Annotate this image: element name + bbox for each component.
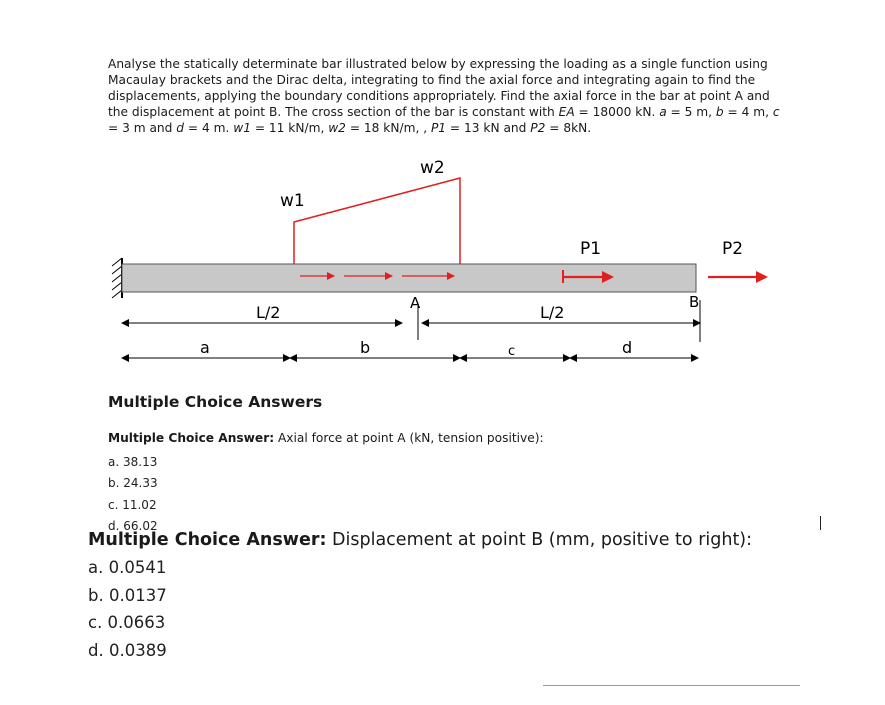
var-P2: P2 bbox=[530, 121, 546, 135]
problem-text: = 5 m, bbox=[666, 105, 716, 119]
q2-option-a[interactable]: a. 0.0541 bbox=[88, 558, 167, 577]
var-b: b bbox=[715, 105, 724, 119]
question-2-label: Multiple Choice Answer: bbox=[88, 530, 327, 550]
problem-statement bbox=[108, 56, 788, 136]
label-B: B bbox=[689, 293, 700, 311]
problem-text: = 18 kN/m, , bbox=[345, 121, 431, 135]
text-cursor bbox=[820, 516, 821, 530]
problem-text: = 18000 kN. bbox=[574, 105, 660, 119]
question-1-label: Multiple Choice Answer: bbox=[108, 431, 275, 445]
var-a: a bbox=[659, 105, 667, 119]
q1-option-a[interactable]: a. 38.13 bbox=[108, 455, 158, 469]
problem-text: = 4 m, bbox=[723, 105, 773, 119]
label-b: b bbox=[360, 338, 371, 357]
q2-option-c[interactable]: c. 0.0663 bbox=[88, 613, 166, 632]
var-w1: w1 bbox=[233, 121, 251, 135]
label-A: A bbox=[410, 294, 421, 312]
q1-option-b[interactable]: b. 24.33 bbox=[108, 476, 158, 490]
label-P2: P2 bbox=[722, 239, 744, 259]
distributed-load bbox=[294, 178, 460, 264]
question-1 bbox=[108, 431, 544, 445]
problem-text: = 4 m. bbox=[184, 121, 234, 135]
label-c: c bbox=[508, 344, 516, 359]
label-w1: w1 bbox=[280, 191, 305, 211]
label-d: d bbox=[622, 338, 633, 357]
q2-option-d[interactable]: d. 0.0389 bbox=[88, 641, 167, 660]
bar-diagram bbox=[100, 150, 780, 380]
section-title: Multiple Choice Answers bbox=[108, 393, 323, 411]
question-2 bbox=[88, 530, 752, 550]
label-w2: w2 bbox=[420, 158, 445, 178]
problem-text: = 13 kN and bbox=[446, 121, 531, 135]
q1-option-d[interactable]: d. 66.02 bbox=[108, 519, 158, 533]
question-1-text: Axial force at point A (kN, tension positive): bbox=[274, 431, 544, 445]
q2-option-b[interactable]: b. 0.0137 bbox=[88, 586, 167, 605]
problem-text: Analyse the statically determinate bar illustrated below by expressing the loading as a single function using Macaulay brackets and the Dirac delta, integrating to find the axial force and integrating again to find the displacements, applying the boundary conditions appropriately. Find the axial force in the bar at point A and the displacement at point B. The cross section of the bar is constant with bbox=[108, 57, 770, 119]
label-a: a bbox=[200, 338, 210, 357]
label-L2-right: L/2 bbox=[540, 303, 565, 322]
q1-option-c[interactable]: c. 11.02 bbox=[108, 498, 157, 512]
var-EA: EA bbox=[558, 105, 575, 119]
var-d: d bbox=[176, 121, 185, 135]
divider bbox=[543, 685, 800, 686]
problem-text: = 11 kN/m, bbox=[250, 121, 329, 135]
label-P1: P1 bbox=[580, 239, 602, 259]
problem-text: = 8kN. bbox=[545, 121, 592, 135]
var-P1: P1 bbox=[430, 121, 447, 135]
question-2-text: Displacement at point B (mm, positive to right): bbox=[326, 530, 753, 550]
problem-text: = 3 m and bbox=[108, 121, 177, 135]
var-c: c bbox=[772, 105, 780, 119]
label-L2-left: L/2 bbox=[256, 303, 281, 322]
fixed-support bbox=[112, 258, 122, 298]
var-w2: w2 bbox=[328, 121, 346, 135]
